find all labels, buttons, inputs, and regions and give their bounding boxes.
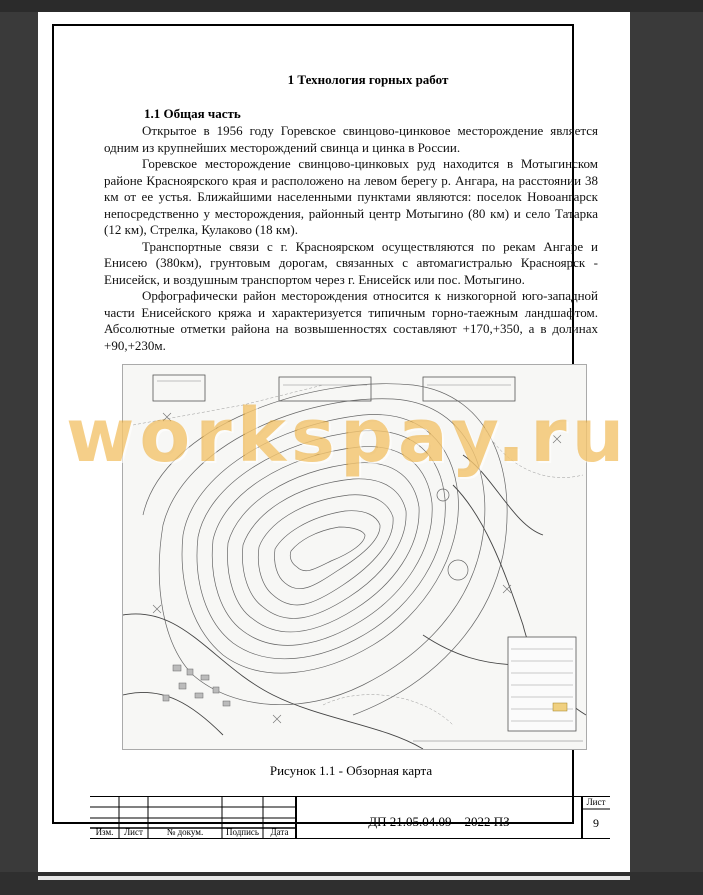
watermark: workspay.ru bbox=[66, 393, 630, 479]
document-number: ДП 21.05.04.09 – 2022 ПЗ bbox=[368, 814, 510, 829]
paragraph-3: Транспортные связи с г. Красноярском осуществляются по рекам Ангаре и Енисею (380км), грунтовым дорогам, связанных с автомагистралью Красноярск - Енисейск, и воздушным транспортом через г. Енисейск или пос. Мотыгино. bbox=[104, 238, 598, 287]
viewer-top-bar bbox=[0, 0, 703, 12]
stamp-col-list: Лист bbox=[124, 827, 143, 837]
body-text bbox=[104, 123, 598, 354]
title-block-stamp bbox=[90, 796, 610, 839]
figure-caption: Рисунок 1.1 - Обзорная карта bbox=[269, 763, 433, 778]
overview-map-figure bbox=[122, 364, 587, 750]
paragraph-2: Горевское месторождение свинцово-цинковых руд находится в Мотыгинском районе Красноярского края и расположено на левом берегу р. Ангара, на расстоянии 38 км от ее устья. Ближайшими населенными пунктами являются: поселок Новоангарск непосредственно у месторождения, районный центр Мотыгино (80 км) и село Татарка (12 км), Стрелка, Кулаково (18 км). bbox=[104, 156, 598, 237]
overview-map-image bbox=[123, 365, 586, 749]
stamp-col-izm: Изм. bbox=[95, 827, 114, 837]
stamp-col-signature: Подпись bbox=[225, 827, 260, 837]
subsection-title: 1.1 Общая часть bbox=[144, 106, 241, 121]
stamp-col-date: Дата bbox=[270, 827, 289, 837]
paragraph-4: Орфографически район месторождения относится к низкогорной юго-западной части Енисейского кряжа и характеризуется типичным горно-таежным ландшафтом. Абсолютные отметки района на возвышенностях составляют +170,+350, а в долинах +90,+230м. bbox=[104, 288, 598, 353]
next-page-edge bbox=[38, 876, 630, 880]
paragraph-1: Открытое в 1956 году Горевское свинцово-цинковое месторождение является одним из крупнейших месторождений свинца и цинка в России. bbox=[104, 123, 598, 155]
sheet-label: Лист bbox=[586, 797, 606, 807]
stamp-col-doc: № докум. bbox=[166, 827, 204, 837]
section-title: 1 Технология горных работ bbox=[287, 72, 449, 87]
sheet-number: 9 bbox=[593, 816, 599, 830]
